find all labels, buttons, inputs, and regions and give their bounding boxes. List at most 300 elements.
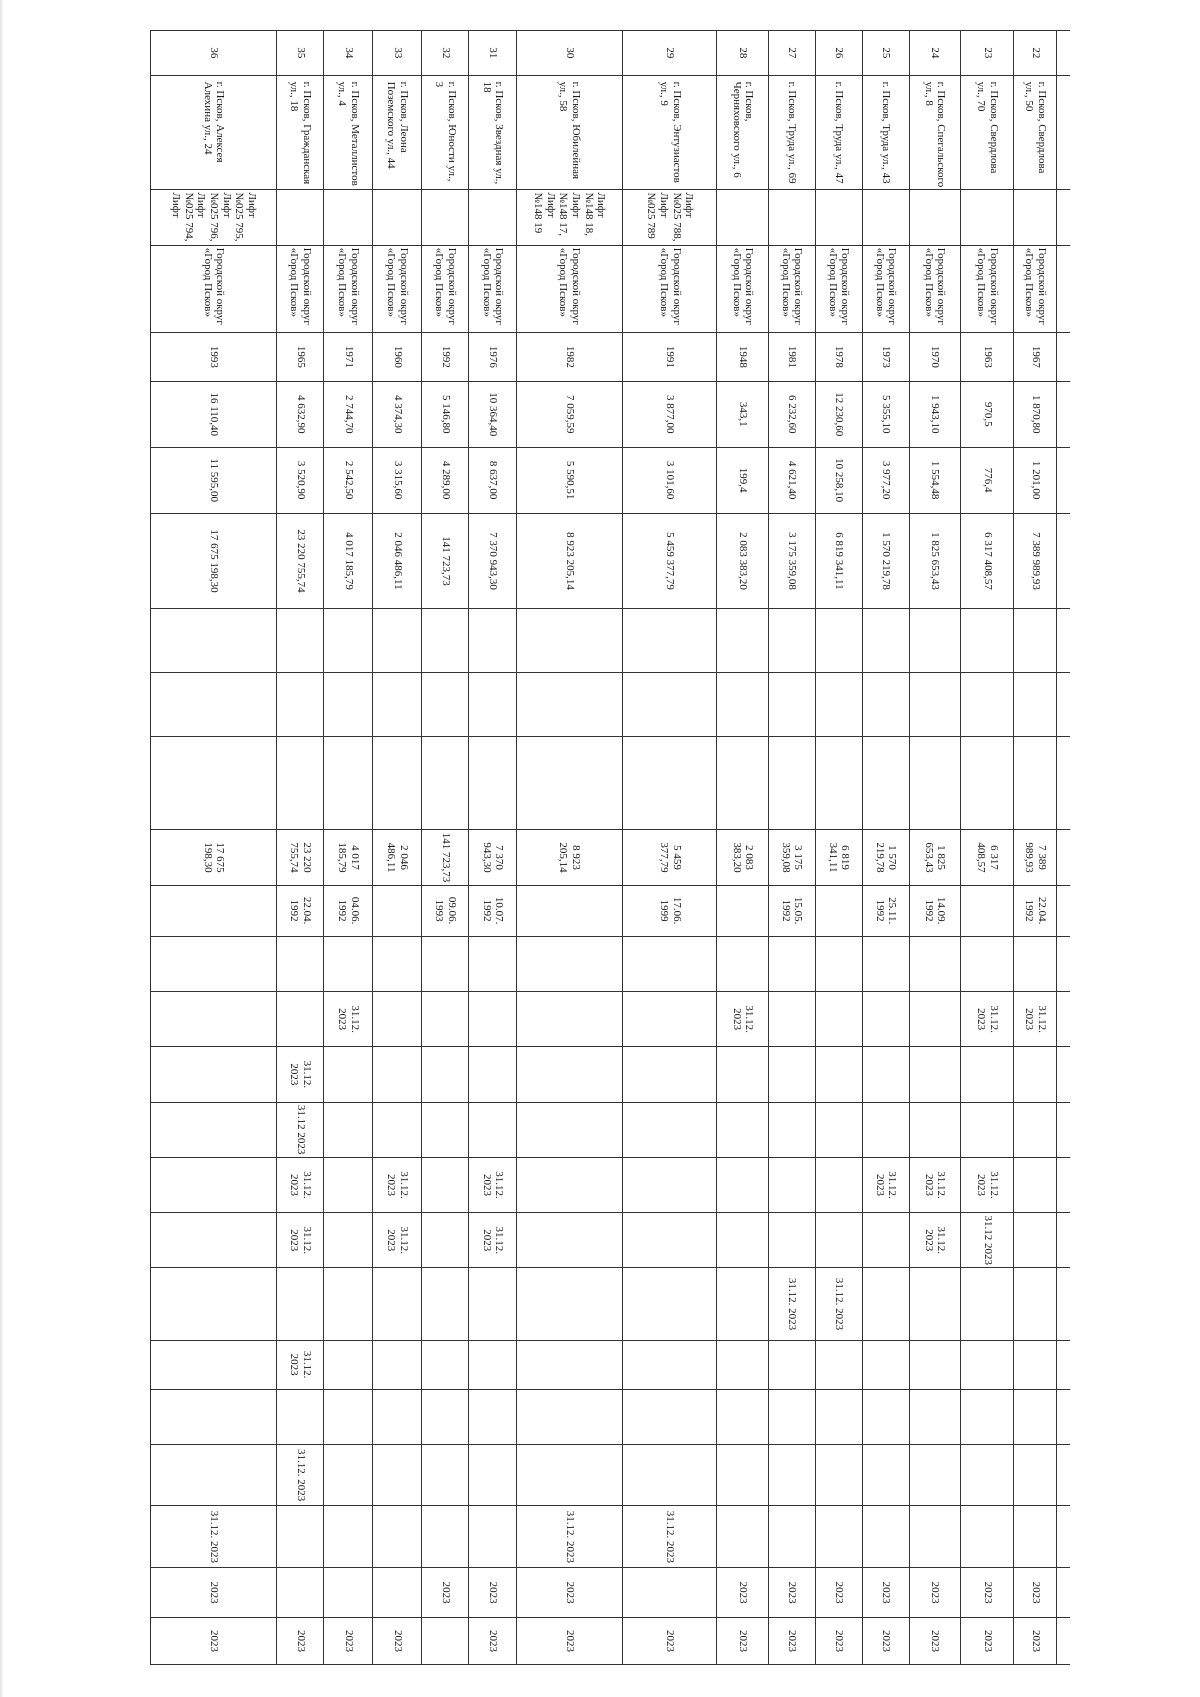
- cell-d5: [768, 1157, 815, 1212]
- cell-year: 1982: [516, 332, 623, 381]
- cell-last-repair: 10.07. 1992: [469, 885, 516, 936]
- cell-d11: [768, 1506, 815, 1568]
- cell-d6: 31.12. 2023: [373, 1213, 422, 1268]
- cell-d2: [277, 991, 324, 1046]
- cell-d11: [1014, 1506, 1057, 1568]
- cell-d2: [623, 991, 717, 1046]
- cell-d1: [516, 936, 623, 991]
- cell-d6: 31.12. 2023: [469, 1213, 516, 1268]
- header-strip-cell: [1057, 447, 1070, 513]
- cell-lift: Лифт №025 795, Лифт №025 796, Лифт №025 794, Лифт: [151, 190, 277, 245]
- cell-lift: [422, 190, 469, 245]
- cell-year: 1967: [1014, 332, 1057, 381]
- cell-separator: [717, 609, 768, 673]
- cell-s1: 2023: [717, 1568, 768, 1618]
- cell-f2: [516, 736, 623, 830]
- cell-d6: [768, 1213, 815, 1268]
- header-strip-cell: [1057, 1506, 1070, 1568]
- header-strip-cell: [1057, 75, 1070, 190]
- cell-d4: [1014, 1102, 1057, 1157]
- cell-address: г. Псков, Юности ул., 3: [422, 75, 469, 190]
- cell-f1: [324, 673, 373, 737]
- cell-s1: [373, 1568, 422, 1618]
- cell-cost-repeat: 2 083 383,20: [717, 830, 768, 885]
- cell-d2: 31.12. 2023: [717, 991, 768, 1046]
- header-strip-cell: [1057, 609, 1070, 673]
- header-strip-cell: [1057, 1213, 1070, 1268]
- cell-s2: 2023: [862, 1618, 909, 1665]
- cell-total-area: 5 355,10: [862, 381, 909, 447]
- cell-address: г. Псков, Энтузиастов ул., 9: [623, 75, 717, 190]
- cell-d9: [768, 1389, 815, 1444]
- table-row: [717, 31, 768, 1665]
- cell-lift: [961, 190, 1014, 245]
- header-strip-cell: [1057, 1047, 1070, 1102]
- cell-d1: [277, 936, 324, 991]
- cell-s1: 2023: [862, 1568, 909, 1618]
- cell-d8: [1014, 1340, 1057, 1389]
- cell-d1: [862, 936, 909, 991]
- cell-last-repair: 22.04. 1992: [277, 885, 324, 936]
- cell-d4: [151, 1102, 277, 1157]
- cell-d4: [768, 1102, 815, 1157]
- cell-d3: [623, 1047, 717, 1102]
- cell-separator: [469, 609, 516, 673]
- cell-cost: 7 370 943,30: [469, 513, 516, 609]
- header-strip-cell: [1057, 1568, 1070, 1618]
- cell-d2: 31.12. 2023: [1014, 991, 1057, 1046]
- cell-no: 32: [422, 31, 469, 76]
- cell-cost: 7 389 989,93: [1014, 513, 1057, 609]
- cell-s2: 2023: [717, 1618, 768, 1665]
- cell-d10: 31.12. 2023: [277, 1444, 324, 1506]
- cell-total-area: 1 943,10: [909, 381, 960, 447]
- cell-no: 24: [909, 31, 960, 76]
- cell-total-area: 343,1: [717, 381, 768, 447]
- cell-living-area: 1 554,48: [909, 447, 960, 513]
- cell-d7: [862, 1268, 909, 1340]
- cell-s2: 2023: [516, 1618, 623, 1665]
- header-strip-cell: [1057, 245, 1070, 332]
- cell-d9: [1014, 1389, 1057, 1444]
- cell-total-area: 4 374,30: [373, 381, 422, 447]
- cell-d8: [717, 1340, 768, 1389]
- cell-year: 1991: [623, 332, 717, 381]
- cell-f1: [469, 673, 516, 737]
- cell-d7: [373, 1268, 422, 1340]
- cell-s2: 2023: [961, 1618, 1014, 1665]
- cell-d10: [862, 1444, 909, 1506]
- cell-municipality: Городской округ «Город Псков»: [469, 245, 516, 332]
- cell-d8: [469, 1340, 516, 1389]
- cell-d11: [277, 1506, 324, 1568]
- cell-year: 1960: [373, 332, 422, 381]
- cell-s1: 2023: [909, 1568, 960, 1618]
- cell-d6: [815, 1213, 862, 1268]
- cell-separator: [1014, 609, 1057, 673]
- header-strip-cell: [1057, 1157, 1070, 1212]
- cell-year: 1971: [324, 332, 373, 381]
- cell-address: г. Псков, Черняховского ул., 6: [717, 75, 768, 190]
- cell-f2: [469, 736, 516, 830]
- cell-d5: [717, 1157, 768, 1212]
- cell-s1: [623, 1568, 717, 1618]
- cell-d6: [151, 1213, 277, 1268]
- cell-last-repair: [717, 885, 768, 936]
- cell-last-repair: [815, 885, 862, 936]
- cell-d10: [516, 1444, 623, 1506]
- cell-d7: [1014, 1268, 1057, 1340]
- cell-f2: [422, 736, 469, 830]
- cell-d11: [961, 1506, 1014, 1568]
- cell-municipality: Городской округ «Город Псков»: [277, 245, 324, 332]
- header-strip-cell: [1057, 190, 1070, 245]
- cell-municipality: Городской округ «Город Псков»: [151, 245, 277, 332]
- cell-total-area: 10 364,40: [469, 381, 516, 447]
- cell-f1: [277, 673, 324, 737]
- cell-d3: [324, 1047, 373, 1102]
- cell-d4: [909, 1102, 960, 1157]
- cell-municipality: Городской округ «Город Псков»: [815, 245, 862, 332]
- table-row: [815, 31, 862, 1665]
- cell-cost: 2 083 383,20: [717, 513, 768, 609]
- header-strip-cell: [1057, 1268, 1070, 1340]
- header-strip-cell: [1057, 513, 1070, 609]
- cell-d2: 31.12. 2023: [324, 991, 373, 1046]
- cell-f2: [961, 736, 1014, 830]
- cell-f2: [862, 736, 909, 830]
- cell-d5: 31.12. 2023: [961, 1157, 1014, 1212]
- header-strip-cell: [1057, 830, 1070, 885]
- cell-d9: [277, 1389, 324, 1444]
- cell-d3: [422, 1047, 469, 1102]
- cell-d10: [909, 1444, 960, 1506]
- cell-year: 1981: [768, 332, 815, 381]
- cell-d2: [815, 991, 862, 1046]
- cell-last-repair: [151, 885, 277, 936]
- cell-s2: 2023: [623, 1618, 717, 1665]
- header-strip-cell: [1057, 991, 1070, 1046]
- cell-municipality: Городской округ «Город Псков»: [1014, 245, 1057, 332]
- cell-s2: 2023: [469, 1618, 516, 1665]
- cell-living-area: 3 315,60: [373, 447, 422, 513]
- cell-s1: 2023: [961, 1568, 1014, 1618]
- cell-d5: [324, 1157, 373, 1212]
- cell-d6: [623, 1213, 717, 1268]
- cell-d7: [151, 1268, 277, 1340]
- cell-d1: [961, 936, 1014, 991]
- cell-cost: 2 046 486,11: [373, 513, 422, 609]
- cell-cost-repeat: 3 175 359,08: [768, 830, 815, 885]
- cell-f2: [277, 736, 324, 830]
- cell-separator: [623, 609, 717, 673]
- cell-total-area: 7 059,59: [516, 381, 623, 447]
- cell-d8: [862, 1340, 909, 1389]
- cell-address: г. Псков, Гражданская ул., 18: [277, 75, 324, 190]
- cell-d4: [422, 1102, 469, 1157]
- cell-lift: Лифт №148 18, Лифт №148 17, Лифт №148 19: [516, 190, 623, 245]
- cell-living-area: 199,4: [717, 447, 768, 513]
- cell-d5: 31.12. 2023: [277, 1157, 324, 1212]
- header-strip-cell: [1057, 936, 1070, 991]
- cell-cost-repeat: 7 370 943,30: [469, 830, 516, 885]
- cell-d6: 31.12. 2023: [909, 1213, 960, 1268]
- cell-s1: 2023: [1014, 1568, 1057, 1618]
- cell-lift: [1014, 190, 1057, 245]
- cell-d9: [961, 1389, 1014, 1444]
- cell-municipality: Городской округ «Город Псков»: [373, 245, 422, 332]
- cell-s1: [324, 1568, 373, 1618]
- cell-last-repair: 22.04. 1992: [1014, 885, 1057, 936]
- cell-living-area: 2 542,50: [324, 447, 373, 513]
- cell-separator: [909, 609, 960, 673]
- cell-d11: 31.12. 2023: [623, 1506, 717, 1568]
- cell-f2: [324, 736, 373, 830]
- cell-cost-repeat: 4 017 185,79: [324, 830, 373, 885]
- cell-living-area: 4 621,40: [768, 447, 815, 513]
- cell-d8: [961, 1340, 1014, 1389]
- cell-municipality: Городской округ «Город Псков»: [768, 245, 815, 332]
- header-strip: [1057, 31, 1070, 1665]
- cell-cost: 6 819 341,11: [815, 513, 862, 609]
- header-strip-cell: [1057, 1340, 1070, 1389]
- cell-d10: [623, 1444, 717, 1506]
- cell-d7: [277, 1268, 324, 1340]
- cell-f1: [151, 673, 277, 737]
- cell-total-area: 16 110,40: [151, 381, 277, 447]
- cell-living-area: 3 101,60: [623, 447, 717, 513]
- cell-year: 1992: [422, 332, 469, 381]
- cell-d9: [151, 1389, 277, 1444]
- cell-d4: 31.12 2023: [277, 1102, 324, 1157]
- cell-s2: 2023: [324, 1618, 373, 1665]
- cell-f2: [151, 736, 277, 830]
- cell-f1: [623, 673, 717, 737]
- cell-d9: [516, 1389, 623, 1444]
- table-row: [422, 31, 469, 1665]
- cell-s2: 2023: [151, 1618, 277, 1665]
- cell-d1: [768, 936, 815, 991]
- cell-no: 31: [469, 31, 516, 76]
- cell-living-area: 3 977,20: [862, 447, 909, 513]
- cell-d11: [373, 1506, 422, 1568]
- cell-total-area: 4 632,90: [277, 381, 324, 447]
- cell-cost: 17 675 198,30: [151, 513, 277, 609]
- cell-cost: 23 220 755,74: [277, 513, 324, 609]
- cell-d3: [717, 1047, 768, 1102]
- cell-lift: [373, 190, 422, 245]
- rotated-table-sheet: [150, 30, 1070, 1665]
- cell-address: г. Псков, Свердлова ул., 70: [961, 75, 1014, 190]
- cell-d5: [516, 1157, 623, 1212]
- cell-d11: [717, 1506, 768, 1568]
- table-row: [768, 31, 815, 1665]
- table-row: [961, 31, 1014, 1665]
- cell-d10: [469, 1444, 516, 1506]
- cell-no: 35: [277, 31, 324, 76]
- header-strip-cell: [1057, 1102, 1070, 1157]
- cell-cost-repeat: 5 459 377,79: [623, 830, 717, 885]
- cell-year: 1963: [961, 332, 1014, 381]
- cell-separator: [961, 609, 1014, 673]
- cell-total-area: 6 232,60: [768, 381, 815, 447]
- cell-separator: [516, 609, 623, 673]
- cell-d2: [862, 991, 909, 1046]
- cell-cost: 1 825 653,43: [909, 513, 960, 609]
- cell-address: г. Псков, Металлистов ул., 4: [324, 75, 373, 190]
- cell-year: 1973: [862, 332, 909, 381]
- cell-d9: [373, 1389, 422, 1444]
- cell-d1: [151, 936, 277, 991]
- cell-f1: [373, 673, 422, 737]
- cell-cost-repeat: 1 825 653,43: [909, 830, 960, 885]
- cell-d11: [909, 1506, 960, 1568]
- header-strip-cell: [1057, 673, 1070, 737]
- cell-d6: 31.12. 2023: [277, 1213, 324, 1268]
- cell-d4: [373, 1102, 422, 1157]
- cell-d11: [422, 1506, 469, 1568]
- cell-cost-repeat: 7 389 989,93: [1014, 830, 1057, 885]
- cell-d9: [623, 1389, 717, 1444]
- cell-d7: [717, 1268, 768, 1340]
- cell-cost-repeat: 6 819 341,11: [815, 830, 862, 885]
- cell-d5: [815, 1157, 862, 1212]
- cell-year: 1948: [717, 332, 768, 381]
- cell-last-repair: 09.06. 1993: [422, 885, 469, 936]
- header-strip-cell: [1057, 1618, 1070, 1665]
- cell-d9: [815, 1389, 862, 1444]
- cell-d2: [516, 991, 623, 1046]
- cell-s1: 2023: [151, 1568, 277, 1618]
- cell-s1: 2023: [815, 1568, 862, 1618]
- cell-d4: [717, 1102, 768, 1157]
- cell-d1: [324, 936, 373, 991]
- cell-f2: [717, 736, 768, 830]
- cell-d4: [469, 1102, 516, 1157]
- cell-lift: [324, 190, 373, 245]
- cell-separator: [151, 609, 277, 673]
- cell-municipality: Городской округ «Город Псков»: [909, 245, 960, 332]
- cell-d11: [862, 1506, 909, 1568]
- cell-separator: [815, 609, 862, 673]
- cell-cost-repeat: 8 923 205,14: [516, 830, 623, 885]
- cell-cost: 5 459 377,79: [623, 513, 717, 609]
- cell-f2: [909, 736, 960, 830]
- cell-municipality: Городской округ «Город Псков»: [961, 245, 1014, 332]
- header-strip-cell: [1057, 1389, 1070, 1444]
- cell-s2: 2023: [373, 1618, 422, 1665]
- cell-living-area: 8 637,00: [469, 447, 516, 513]
- cell-living-area: 1 201,00: [1014, 447, 1057, 513]
- cell-year: 1976: [469, 332, 516, 381]
- header-strip-cell: [1057, 736, 1070, 830]
- cell-d8: [422, 1340, 469, 1389]
- cell-d10: [1014, 1444, 1057, 1506]
- cell-f1: [422, 673, 469, 737]
- cell-f1: [717, 673, 768, 737]
- cell-d8: [516, 1340, 623, 1389]
- cell-cost: 3 175 359,08: [768, 513, 815, 609]
- cell-d5: [151, 1157, 277, 1212]
- cell-d9: [324, 1389, 373, 1444]
- cell-address: г. Псков, Юбилейная ул., 58: [516, 75, 623, 190]
- cell-lift: [862, 190, 909, 245]
- cell-f2: [373, 736, 422, 830]
- cell-last-repair: 14.09. 1992: [909, 885, 960, 936]
- cell-d6: [324, 1213, 373, 1268]
- cell-f2: [815, 736, 862, 830]
- cell-lift: Лифт №025 788, Лифт №025 789: [623, 190, 717, 245]
- header-strip-cell: [1057, 332, 1070, 381]
- cell-year: 1970: [909, 332, 960, 381]
- table-row: [469, 31, 516, 1665]
- cell-no: 30: [516, 31, 623, 76]
- cell-d2: [373, 991, 422, 1046]
- cell-living-area: 3 520,90: [277, 447, 324, 513]
- table-row: [373, 31, 422, 1665]
- cell-d3: 31.12. 2023: [277, 1047, 324, 1102]
- cell-d1: [373, 936, 422, 991]
- table-row: [623, 31, 717, 1665]
- cell-separator: [768, 609, 815, 673]
- cell-d4: [324, 1102, 373, 1157]
- cell-cost-repeat: 23 220 755,74: [277, 830, 324, 885]
- cell-d11: [469, 1506, 516, 1568]
- cell-s2: [422, 1618, 469, 1665]
- cell-lift: [277, 190, 324, 245]
- cell-municipality: Городской округ «Город Псков»: [422, 245, 469, 332]
- cell-d3: [961, 1047, 1014, 1102]
- cell-s1: 2023: [516, 1568, 623, 1618]
- cell-d2: [768, 991, 815, 1046]
- cell-f1: [815, 673, 862, 737]
- cell-f1: [516, 673, 623, 737]
- cell-total-area: 12 230,60: [815, 381, 862, 447]
- cell-address: г. Псков, Труда ул., 47: [815, 75, 862, 190]
- cell-d1: [717, 936, 768, 991]
- cell-d5: [1014, 1157, 1057, 1212]
- cell-d10: [717, 1444, 768, 1506]
- header-strip-cell: [1057, 381, 1070, 447]
- cell-total-area: 1 870,80: [1014, 381, 1057, 447]
- cell-living-area: 4 289,00: [422, 447, 469, 513]
- table-row: [1014, 31, 1057, 1665]
- cell-last-repair: 25.11. 1992: [862, 885, 909, 936]
- cell-no: 25: [862, 31, 909, 76]
- cell-d6: [717, 1213, 768, 1268]
- cell-d2: [469, 991, 516, 1046]
- cell-f1: [909, 673, 960, 737]
- cell-d3: [469, 1047, 516, 1102]
- cell-d1: [909, 936, 960, 991]
- cell-s2: 2023: [1014, 1618, 1057, 1665]
- cell-d4: [516, 1102, 623, 1157]
- cell-d1: [1014, 936, 1057, 991]
- cell-lift: [909, 190, 960, 245]
- cell-d3: [909, 1047, 960, 1102]
- cell-d10: [961, 1444, 1014, 1506]
- cell-total-area: 2 744,70: [324, 381, 373, 447]
- cell-separator: [277, 609, 324, 673]
- cell-s1: 2023: [422, 1568, 469, 1618]
- cell-d3: [768, 1047, 815, 1102]
- cell-s2: 2023: [277, 1618, 324, 1665]
- cell-address: г. Псков, Алексея Алехина ул., 24: [151, 75, 277, 190]
- cell-living-area: 11 595,00: [151, 447, 277, 513]
- cell-no: 23: [961, 31, 1014, 76]
- cell-d6: [422, 1213, 469, 1268]
- cell-year: 1965: [277, 332, 324, 381]
